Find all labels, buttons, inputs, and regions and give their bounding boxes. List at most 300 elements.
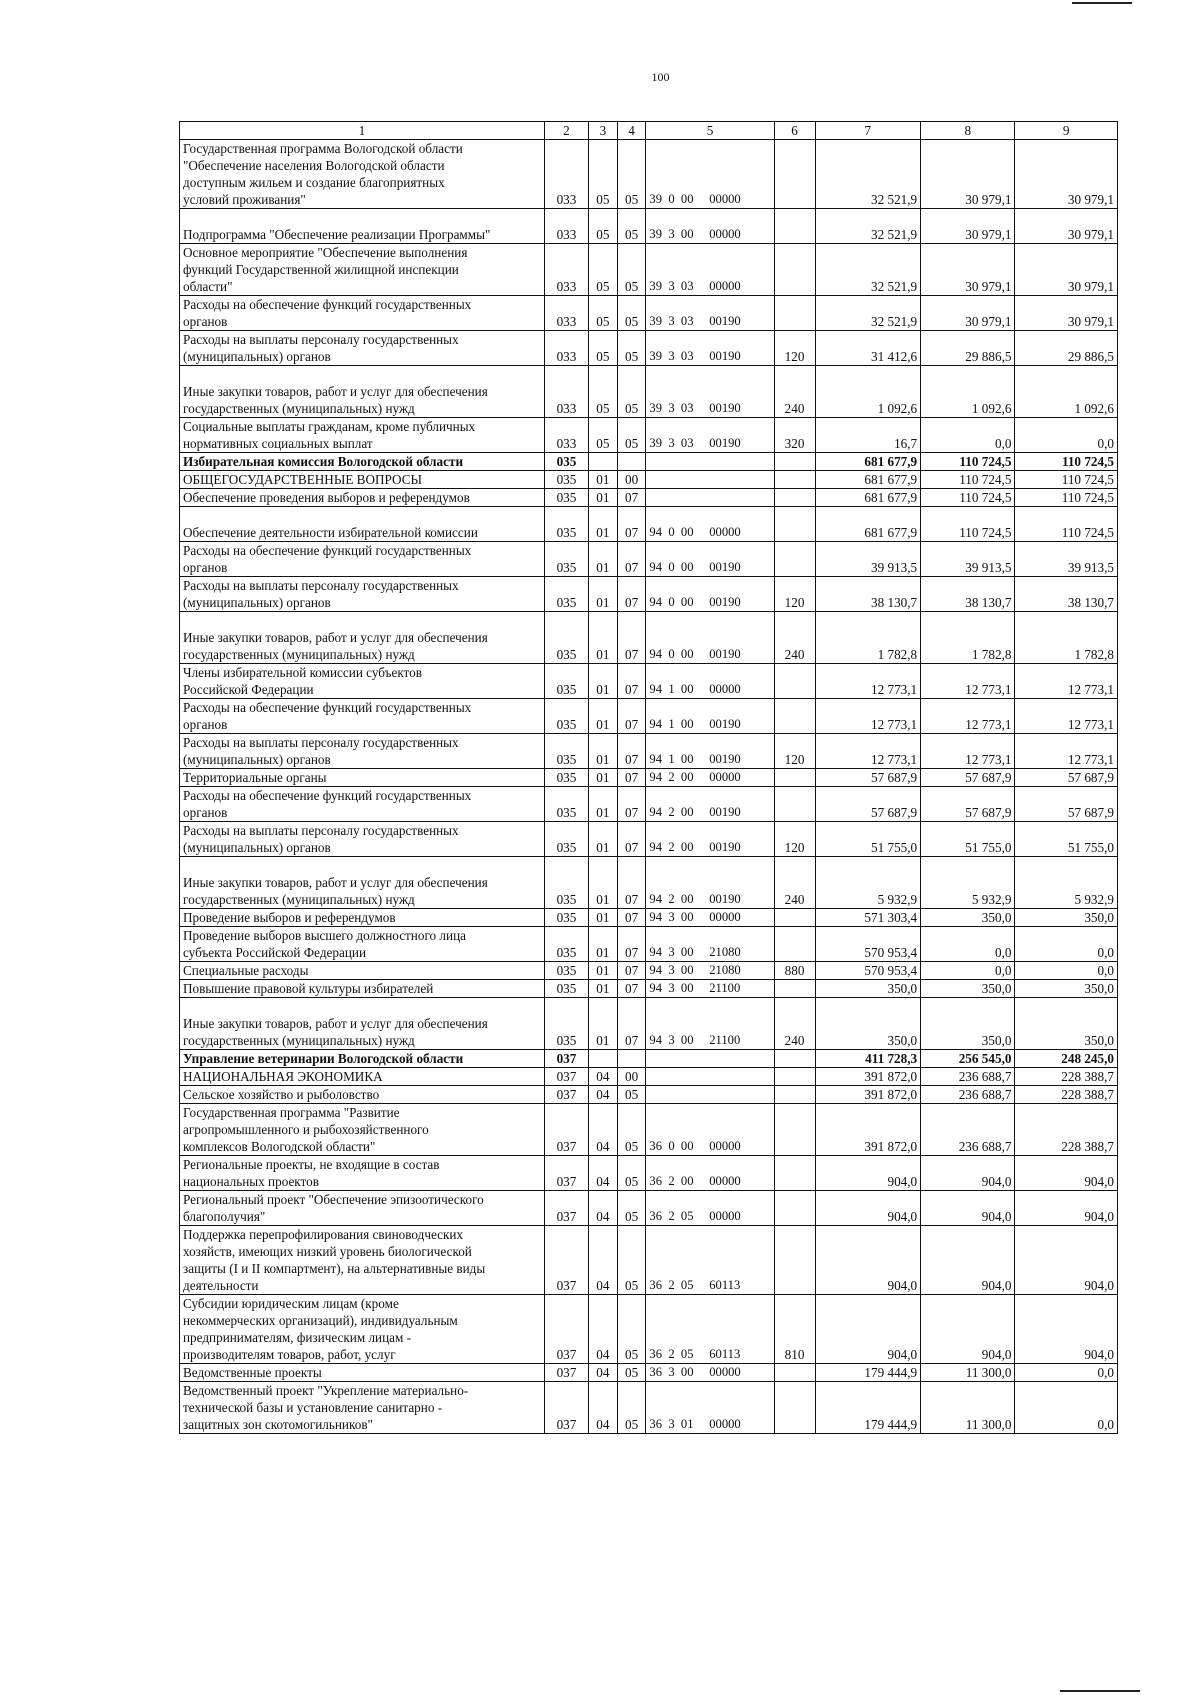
cell-amount-col8: 236 688,7 xyxy=(921,1086,1015,1104)
cell-name: Социальные выплаты гражданам, кроме публичных нормативных социальных выплат xyxy=(180,418,545,453)
cell-name: Региональные проекты, не входящие в состав национальных проектов xyxy=(180,1156,545,1191)
cell-amount-col7: 32 521,9 xyxy=(815,209,921,244)
cell-expense-type xyxy=(774,1068,815,1086)
cell-amount-col9: 0,0 xyxy=(1015,1364,1118,1382)
cell-name: Расходы на обеспечение функций государственных органов xyxy=(180,787,545,822)
cell-name: Управление ветеринарии Вологодской области xyxy=(180,1050,545,1068)
cell-subsection-code xyxy=(617,453,646,471)
cell-ministry-code: 037 xyxy=(544,1068,588,1086)
cell-amount-col7: 681 677,9 xyxy=(815,507,921,542)
table-row xyxy=(180,1050,1118,1068)
column-header: 2 xyxy=(544,122,588,140)
cell-ministry-code: 037 xyxy=(544,1295,588,1364)
cell-name: Территориальные органы xyxy=(180,769,545,787)
cell-amount-col8: 30 979,1 xyxy=(921,140,1015,209)
cell-subsection-code: 07 xyxy=(617,734,646,769)
cell-expense-type: 120 xyxy=(774,331,815,366)
cell-amount-col8: 12 773,1 xyxy=(921,664,1015,699)
cell-subsection-code: 07 xyxy=(617,962,646,980)
cell-expense-type: 240 xyxy=(774,366,815,418)
cell-expense-type xyxy=(774,1086,815,1104)
cell-target-article: 94 0 00 00000 xyxy=(646,507,774,542)
cell-amount-col8: 11 300,0 xyxy=(921,1364,1015,1382)
cell-expense-type xyxy=(774,471,815,489)
cell-ministry-code: 037 xyxy=(544,1191,588,1226)
cell-expense-type: 240 xyxy=(774,998,815,1050)
cell-section-code: 05 xyxy=(589,331,618,366)
cell-section-code: 04 xyxy=(589,1086,618,1104)
cell-target-article xyxy=(646,453,774,471)
cell-target-article: 94 0 00 00190 xyxy=(646,542,774,577)
cell-name: Специальные расходы xyxy=(180,962,545,980)
cell-amount-col8: 904,0 xyxy=(921,1295,1015,1364)
cell-amount-col7: 411 728,3 xyxy=(815,1050,921,1068)
cell-ministry-code: 033 xyxy=(544,140,588,209)
cell-ministry-code: 033 xyxy=(544,209,588,244)
table-row xyxy=(180,1226,1118,1295)
cell-subsection-code: 05 xyxy=(617,1156,646,1191)
table-row xyxy=(180,927,1118,962)
cell-amount-col7: 571 303,4 xyxy=(815,909,921,927)
cell-target-article: 94 1 00 00190 xyxy=(646,734,774,769)
cell-target-article: 94 0 00 00190 xyxy=(646,612,774,664)
cell-target-article: 94 3 00 00000 xyxy=(646,909,774,927)
cell-ministry-code: 035 xyxy=(544,909,588,927)
cell-name: Обеспечение деятельности избирательной комиссии xyxy=(180,507,545,542)
cell-name: Проведение выборов высшего должностного лица субъекта Российской Федерации xyxy=(180,927,545,962)
cell-ministry-code: 035 xyxy=(544,577,588,612)
cell-amount-col7: 179 444,9 xyxy=(815,1382,921,1434)
cell-amount-col8: 11 300,0 xyxy=(921,1382,1015,1434)
cell-amount-col8: 29 886,5 xyxy=(921,331,1015,366)
cell-section-code xyxy=(589,1050,618,1068)
cell-target-article xyxy=(646,471,774,489)
cell-expense-type xyxy=(774,453,815,471)
cell-subsection-code: 07 xyxy=(617,507,646,542)
budget-table xyxy=(179,121,1118,1434)
cell-amount-col9: 30 979,1 xyxy=(1015,296,1118,331)
cell-target-article xyxy=(646,1068,774,1086)
cell-section-code: 04 xyxy=(589,1295,618,1364)
cell-amount-col9: 904,0 xyxy=(1015,1226,1118,1295)
cell-target-article: 36 2 05 60113 xyxy=(646,1226,774,1295)
cell-expense-type xyxy=(774,296,815,331)
table-row xyxy=(180,787,1118,822)
cell-expense-type: 880 xyxy=(774,962,815,980)
cell-amount-col9: 0,0 xyxy=(1015,1382,1118,1434)
cell-section-code: 01 xyxy=(589,769,618,787)
cell-name: НАЦИОНАЛЬНАЯ ЭКОНОМИКА xyxy=(180,1068,545,1086)
cell-expense-type xyxy=(774,1382,815,1434)
table-row xyxy=(180,366,1118,418)
cell-target-article xyxy=(646,1050,774,1068)
table-row xyxy=(180,453,1118,471)
cell-amount-col8: 904,0 xyxy=(921,1156,1015,1191)
cell-target-article: 39 3 03 00190 xyxy=(646,418,774,453)
cell-subsection-code: 05 xyxy=(617,1086,646,1104)
cell-expense-type xyxy=(774,489,815,507)
cell-amount-col9: 0,0 xyxy=(1015,418,1118,453)
cell-subsection-code: 07 xyxy=(617,822,646,857)
cell-target-article: 94 1 00 00190 xyxy=(646,699,774,734)
cell-amount-col9: 51 755,0 xyxy=(1015,822,1118,857)
cell-subsection-code: 05 xyxy=(617,209,646,244)
cell-expense-type: 120 xyxy=(774,822,815,857)
cell-amount-col9: 30 979,1 xyxy=(1015,209,1118,244)
cell-ministry-code: 035 xyxy=(544,664,588,699)
cell-amount-col7: 1 782,8 xyxy=(815,612,921,664)
cell-amount-col7: 31 412,6 xyxy=(815,331,921,366)
cell-amount-col7: 350,0 xyxy=(815,998,921,1050)
cell-name: Иные закупки товаров, работ и услуг для обеспечения государственных (муниципальных) нужд xyxy=(180,857,545,909)
cell-expense-type xyxy=(774,927,815,962)
cell-subsection-code: 05 xyxy=(617,296,646,331)
cell-ministry-code: 035 xyxy=(544,998,588,1050)
cell-name: Расходы на обеспечение функций государственных органов xyxy=(180,699,545,734)
cell-target-article: 39 3 03 00190 xyxy=(646,331,774,366)
cell-amount-col8: 0,0 xyxy=(921,962,1015,980)
cell-expense-type xyxy=(774,1191,815,1226)
cell-amount-col9: 904,0 xyxy=(1015,1295,1118,1364)
cell-amount-col9: 57 687,9 xyxy=(1015,787,1118,822)
cell-target-article: 39 3 03 00190 xyxy=(646,296,774,331)
cell-amount-col9: 1 092,6 xyxy=(1015,366,1118,418)
column-header: 8 xyxy=(921,122,1015,140)
table-row xyxy=(180,1156,1118,1191)
cell-expense-type xyxy=(774,787,815,822)
cell-amount-col7: 32 521,9 xyxy=(815,296,921,331)
cell-amount-col7: 570 953,4 xyxy=(815,927,921,962)
cell-target-article: 36 0 00 00000 xyxy=(646,1104,774,1156)
cell-target-article: 94 0 00 00190 xyxy=(646,577,774,612)
cell-target-article: 36 3 00 00000 xyxy=(646,1364,774,1382)
table-row xyxy=(180,542,1118,577)
cell-amount-col7: 12 773,1 xyxy=(815,734,921,769)
cell-amount-col7: 12 773,1 xyxy=(815,664,921,699)
cell-amount-col8: 1 092,6 xyxy=(921,366,1015,418)
cell-ministry-code: 033 xyxy=(544,418,588,453)
cell-target-article: 94 2 00 00000 xyxy=(646,769,774,787)
cell-amount-col9: 38 130,7 xyxy=(1015,577,1118,612)
cell-amount-col8: 5 932,9 xyxy=(921,857,1015,909)
cell-amount-col9: 110 724,5 xyxy=(1015,453,1118,471)
cell-expense-type xyxy=(774,209,815,244)
cell-amount-col7: 681 677,9 xyxy=(815,489,921,507)
cell-subsection-code: 05 xyxy=(617,1364,646,1382)
table-row xyxy=(180,962,1118,980)
cell-subsection-code: 05 xyxy=(617,1382,646,1434)
cell-amount-col9: 12 773,1 xyxy=(1015,664,1118,699)
cell-section-code: 01 xyxy=(589,787,618,822)
cell-subsection-code: 07 xyxy=(617,542,646,577)
cell-amount-col8: 30 979,1 xyxy=(921,244,1015,296)
cell-amount-col7: 350,0 xyxy=(815,980,921,998)
cell-ministry-code: 033 xyxy=(544,296,588,331)
cell-amount-col8: 110 724,5 xyxy=(921,453,1015,471)
cell-ministry-code: 035 xyxy=(544,980,588,998)
cell-amount-col7: 570 953,4 xyxy=(815,962,921,980)
cell-expense-type: 120 xyxy=(774,734,815,769)
cell-amount-col7: 57 687,9 xyxy=(815,769,921,787)
cell-name: Поддержка перепрофилирования свиноводческих хозяйств, имеющих низкий уровень биологической защиты (I и II компартмент), на альтернативные виды деятельности xyxy=(180,1226,545,1295)
cell-ministry-code: 035 xyxy=(544,453,588,471)
cell-expense-type: 120 xyxy=(774,577,815,612)
cell-expense-type xyxy=(774,664,815,699)
cell-name: Обеспечение проведения выборов и референдумов xyxy=(180,489,545,507)
table-row xyxy=(180,296,1118,331)
cell-amount-col9: 110 724,5 xyxy=(1015,507,1118,542)
cell-name: Расходы на выплаты персоналу государственных (муниципальных) органов xyxy=(180,577,545,612)
cell-target-article: 39 3 03 00190 xyxy=(646,366,774,418)
column-header: 5 xyxy=(646,122,774,140)
cell-ministry-code: 035 xyxy=(544,822,588,857)
cell-subsection-code: 05 xyxy=(617,1191,646,1226)
cell-name: Государственная программа "Развитие агропромышленного и рыбохозяйственного комплексов Вологодской области" xyxy=(180,1104,545,1156)
table-row xyxy=(180,909,1118,927)
cell-amount-col9: 57 687,9 xyxy=(1015,769,1118,787)
cell-section-code: 05 xyxy=(589,140,618,209)
cell-amount-col9: 248 245,0 xyxy=(1015,1050,1118,1068)
cell-amount-col9: 0,0 xyxy=(1015,962,1118,980)
cell-amount-col7: 681 677,9 xyxy=(815,471,921,489)
cell-section-code: 01 xyxy=(589,980,618,998)
cell-amount-col7: 16,7 xyxy=(815,418,921,453)
page-number: 100 xyxy=(651,70,670,84)
cell-name: Проведение выборов и референдумов xyxy=(180,909,545,927)
cell-amount-col8: 236 688,7 xyxy=(921,1104,1015,1156)
cell-section-code: 01 xyxy=(589,542,618,577)
column-header: 6 xyxy=(774,122,815,140)
table-row xyxy=(180,664,1118,699)
cell-name: Расходы на обеспечение функций государственных органов xyxy=(180,542,545,577)
cell-ministry-code: 035 xyxy=(544,962,588,980)
cell-ministry-code: 035 xyxy=(544,699,588,734)
cell-expense-type xyxy=(774,507,815,542)
cell-amount-col7: 391 872,0 xyxy=(815,1068,921,1086)
cell-amount-col9: 350,0 xyxy=(1015,998,1118,1050)
cell-target-article xyxy=(646,1086,774,1104)
cell-section-code: 01 xyxy=(589,699,618,734)
cell-amount-col7: 1 092,6 xyxy=(815,366,921,418)
cell-ministry-code: 035 xyxy=(544,542,588,577)
table-row xyxy=(180,577,1118,612)
cell-amount-col9: 228 388,7 xyxy=(1015,1086,1118,1104)
cell-amount-col7: 39 913,5 xyxy=(815,542,921,577)
cell-name: Основное мероприятие "Обеспечение выполнения функций Государственной жилищной инспекции области" xyxy=(180,244,545,296)
cell-subsection-code: 07 xyxy=(617,787,646,822)
cell-ministry-code: 035 xyxy=(544,507,588,542)
cell-subsection-code: 07 xyxy=(617,980,646,998)
cell-target-article: 94 2 00 00190 xyxy=(646,787,774,822)
cell-ministry-code: 037 xyxy=(544,1364,588,1382)
cell-name: Повышение правовой культуры избирателей xyxy=(180,980,545,998)
cell-ministry-code: 035 xyxy=(544,734,588,769)
cell-amount-col9: 12 773,1 xyxy=(1015,734,1118,769)
cell-amount-col8: 1 782,8 xyxy=(921,612,1015,664)
cell-name: Ведомственные проекты xyxy=(180,1364,545,1382)
cell-target-article: 94 3 00 21100 xyxy=(646,980,774,998)
cell-section-code: 04 xyxy=(589,1068,618,1086)
table-row xyxy=(180,331,1118,366)
cell-subsection-code: 05 xyxy=(617,244,646,296)
cell-name: Иные закупки товаров, работ и услуг для обеспечения государственных (муниципальных) нужд xyxy=(180,998,545,1050)
cell-amount-col9: 30 979,1 xyxy=(1015,244,1118,296)
cell-amount-col8: 38 130,7 xyxy=(921,577,1015,612)
scan-mark-bottom xyxy=(1060,1690,1140,1692)
cell-ministry-code: 035 xyxy=(544,769,588,787)
cell-amount-col8: 30 979,1 xyxy=(921,209,1015,244)
cell-expense-type xyxy=(774,542,815,577)
cell-amount-col7: 179 444,9 xyxy=(815,1364,921,1382)
table-row xyxy=(180,209,1118,244)
table-row xyxy=(180,418,1118,453)
cell-target-article xyxy=(646,489,774,507)
cell-name: Избирательная комиссия Вологодской области xyxy=(180,453,545,471)
cell-target-article: 39 3 03 00000 xyxy=(646,244,774,296)
cell-subsection-code: 05 xyxy=(617,1295,646,1364)
column-header: 1 xyxy=(180,122,545,140)
cell-amount-col8: 350,0 xyxy=(921,998,1015,1050)
cell-section-code: 05 xyxy=(589,209,618,244)
cell-target-article: 36 2 05 60113 xyxy=(646,1295,774,1364)
cell-subsection-code: 07 xyxy=(617,998,646,1050)
cell-ministry-code: 035 xyxy=(544,927,588,962)
cell-name: Иные закупки товаров, работ и услуг для обеспечения государственных (муниципальных) нужд xyxy=(180,612,545,664)
cell-section-code: 04 xyxy=(589,1226,618,1295)
cell-target-article: 36 3 01 00000 xyxy=(646,1382,774,1434)
cell-subsection-code: 00 xyxy=(617,1068,646,1086)
cell-ministry-code: 035 xyxy=(544,471,588,489)
cell-amount-col8: 12 773,1 xyxy=(921,734,1015,769)
table-row xyxy=(180,612,1118,664)
cell-section-code: 04 xyxy=(589,1104,618,1156)
cell-expense-type xyxy=(774,1156,815,1191)
cell-amount-col9: 0,0 xyxy=(1015,927,1118,962)
cell-amount-col8: 904,0 xyxy=(921,1191,1015,1226)
cell-ministry-code: 037 xyxy=(544,1104,588,1156)
cell-subsection-code: 05 xyxy=(617,418,646,453)
cell-expense-type xyxy=(774,1364,815,1382)
cell-amount-col8: 57 687,9 xyxy=(921,787,1015,822)
cell-name: Региональный проект "Обеспечение эпизоотического благополучия" xyxy=(180,1191,545,1226)
cell-ministry-code: 035 xyxy=(544,489,588,507)
cell-ministry-code: 033 xyxy=(544,366,588,418)
cell-target-article: 36 2 00 00000 xyxy=(646,1156,774,1191)
cell-expense-type xyxy=(774,769,815,787)
cell-section-code: 01 xyxy=(589,857,618,909)
cell-section-code: 04 xyxy=(589,1191,618,1226)
cell-section-code: 05 xyxy=(589,244,618,296)
cell-amount-col8: 39 913,5 xyxy=(921,542,1015,577)
cell-amount-col9: 904,0 xyxy=(1015,1191,1118,1226)
cell-section-code: 01 xyxy=(589,664,618,699)
cell-expense-type: 810 xyxy=(774,1295,815,1364)
table-row xyxy=(180,1068,1118,1086)
cell-amount-col9: 29 886,5 xyxy=(1015,331,1118,366)
cell-amount-col7: 391 872,0 xyxy=(815,1086,921,1104)
cell-subsection-code: 07 xyxy=(617,664,646,699)
cell-amount-col7: 904,0 xyxy=(815,1295,921,1364)
cell-amount-col9: 12 773,1 xyxy=(1015,699,1118,734)
cell-target-article: 94 1 00 00000 xyxy=(646,664,774,699)
cell-target-article: 94 3 00 21080 xyxy=(646,962,774,980)
cell-section-code: 01 xyxy=(589,489,618,507)
cell-subsection-code: 07 xyxy=(617,489,646,507)
table-row xyxy=(180,769,1118,787)
cell-name: Подпрограмма "Обеспечение реализации Программы" xyxy=(180,209,545,244)
cell-subsection-code: 05 xyxy=(617,140,646,209)
cell-amount-col7: 5 932,9 xyxy=(815,857,921,909)
table-row xyxy=(180,980,1118,998)
column-header: 9 xyxy=(1015,122,1118,140)
cell-subsection-code: 00 xyxy=(617,471,646,489)
cell-amount-col8: 110 724,5 xyxy=(921,489,1015,507)
cell-target-article: 39 0 00 00000 xyxy=(646,140,774,209)
cell-name: Субсидии юридическим лицам (кроме некоммерческих организаций), индивидуальным предпринимателям, физическим лицам - производителям товаров, работ, услуг xyxy=(180,1295,545,1364)
cell-subsection-code: 07 xyxy=(617,857,646,909)
cell-name: Расходы на выплаты персоналу государственных (муниципальных) органов xyxy=(180,331,545,366)
table-row xyxy=(180,1382,1118,1434)
cell-name: ОБЩЕГОСУДАРСТВЕННЫЕ ВОПРОСЫ xyxy=(180,471,545,489)
cell-subsection-code: 07 xyxy=(617,577,646,612)
cell-amount-col9: 39 913,5 xyxy=(1015,542,1118,577)
cell-amount-col9: 228 388,7 xyxy=(1015,1104,1118,1156)
cell-subsection-code: 07 xyxy=(617,699,646,734)
cell-name: Ведомственный проект "Укрепление материально- технической базы и установление санитарно - защитных зон скотомогильников" xyxy=(180,1382,545,1434)
cell-target-article: 39 3 00 00000 xyxy=(646,209,774,244)
cell-amount-col9: 110 724,5 xyxy=(1015,489,1118,507)
cell-section-code: 04 xyxy=(589,1364,618,1382)
table-body xyxy=(180,140,1118,1434)
cell-section-code: 05 xyxy=(589,366,618,418)
cell-section-code: 01 xyxy=(589,927,618,962)
cell-target-article: 36 2 05 00000 xyxy=(646,1191,774,1226)
table-row xyxy=(180,1191,1118,1226)
cell-subsection-code: 07 xyxy=(617,612,646,664)
cell-section-code: 01 xyxy=(589,612,618,664)
cell-amount-col8: 110 724,5 xyxy=(921,507,1015,542)
scan-mark-top xyxy=(1072,2,1132,4)
cell-amount-col8: 256 545,0 xyxy=(921,1050,1015,1068)
cell-ministry-code: 037 xyxy=(544,1086,588,1104)
table-row xyxy=(180,1104,1118,1156)
table-row xyxy=(180,489,1118,507)
cell-ministry-code: 037 xyxy=(544,1382,588,1434)
cell-target-article: 94 2 00 00190 xyxy=(646,822,774,857)
cell-ministry-code: 033 xyxy=(544,331,588,366)
cell-amount-col7: 57 687,9 xyxy=(815,787,921,822)
cell-subsection-code: 07 xyxy=(617,927,646,962)
cell-expense-type: 240 xyxy=(774,857,815,909)
cell-section-code: 01 xyxy=(589,577,618,612)
column-header: 4 xyxy=(617,122,646,140)
cell-amount-col8: 0,0 xyxy=(921,418,1015,453)
cell-subsection-code: 05 xyxy=(617,1226,646,1295)
cell-expense-type xyxy=(774,1226,815,1295)
cell-amount-col7: 904,0 xyxy=(815,1156,921,1191)
cell-name: Расходы на выплаты персоналу государственных (муниципальных) органов xyxy=(180,822,545,857)
cell-amount-col9: 1 782,8 xyxy=(1015,612,1118,664)
cell-section-code: 04 xyxy=(589,1156,618,1191)
cell-amount-col8: 350,0 xyxy=(921,980,1015,998)
cell-expense-type xyxy=(774,244,815,296)
cell-expense-type xyxy=(774,1104,815,1156)
cell-amount-col8: 12 773,1 xyxy=(921,699,1015,734)
cell-amount-col9: 350,0 xyxy=(1015,980,1118,998)
cell-amount-col7: 904,0 xyxy=(815,1226,921,1295)
cell-ministry-code: 037 xyxy=(544,1226,588,1295)
cell-section-code: 01 xyxy=(589,471,618,489)
